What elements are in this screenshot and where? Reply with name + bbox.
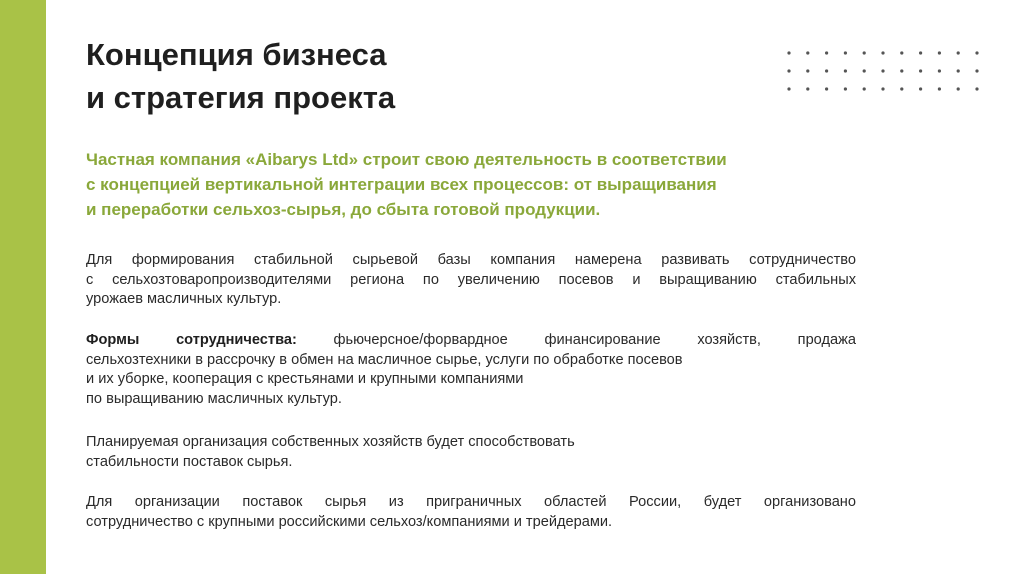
decorative-dot (881, 69, 884, 72)
lead-line-3: и переработки сельхоз-сырья, до сбыта готовой продукции. (86, 200, 601, 219)
accent-sidebar-bar (0, 0, 46, 574)
cooperation-forms-label: Формы сотрудничества: (86, 332, 297, 348)
paragraph-cooperation-forms (86, 331, 856, 409)
decorative-dot (806, 87, 809, 90)
decorative-dot (863, 69, 866, 72)
decorative-dot (863, 51, 866, 54)
decorative-dot (919, 69, 922, 72)
paragraph2-line-1 (86, 331, 856, 351)
paragraph3-line-2: стабильности поставок сырья. (86, 453, 293, 470)
decorative-dot (900, 87, 903, 90)
decorative-dot (975, 87, 978, 90)
decorative-dot (825, 51, 828, 54)
title-line-1: Концепция бизнеса (86, 37, 387, 72)
paragraph1-line-1: Для формирования стабильной сырьевой базы компания намерена развивать сотрудничество (86, 252, 856, 268)
decorative-dot (957, 51, 960, 54)
paragraph2-line-2: сельхозтехники в рассрочку в обмен на масличное сырье, услуги по обработке посевов (86, 351, 683, 368)
decorative-dot (787, 87, 790, 90)
lead-line-1: Частная компания «Aibarys Ltd» строит свою деятельность в соответствии (86, 150, 727, 169)
decorative-dot (806, 51, 809, 54)
decorative-dot (787, 51, 790, 54)
decorative-dot (806, 69, 809, 72)
decorative-dot (975, 51, 978, 54)
decorative-dot (825, 69, 828, 72)
decorative-dot (881, 51, 884, 54)
decorative-dot (844, 87, 847, 90)
paragraph-raw-material-base (86, 251, 856, 310)
decorative-dot (938, 51, 941, 54)
paragraph2-line-1-rest: фьючерсное/форвардное финансирование хозяйств, продажа (333, 332, 856, 348)
decorative-dot (975, 69, 978, 72)
paragraph-own-farms (86, 433, 856, 472)
title-line-2: и стратегия проекта (86, 80, 396, 115)
decorative-dot (787, 69, 790, 72)
decorative-dot (919, 87, 922, 90)
paragraph2-line-4: по выращиванию масличных культур. (86, 390, 342, 407)
paragraph3-line-1: Планируемая организация собственных хозяйств будет способствовать (86, 434, 575, 450)
paragraph4-line-2: сотрудничество с крупными российскими сельхоз/компаниями и трейдерами. (86, 513, 613, 530)
decorative-dot (900, 69, 903, 72)
decorative-dot (938, 87, 941, 90)
paragraph-russia-supply (86, 493, 856, 532)
decorative-dot (844, 51, 847, 54)
decorative-dot (881, 87, 884, 90)
paragraph4-line-1: Для организации поставок сырья из приграничных областей России, будет организовано (86, 494, 856, 510)
decorative-dot-grid (786, 50, 982, 92)
paragraph1-line-3: урожаев масличных культур. (86, 291, 282, 307)
decorative-dot (844, 69, 847, 72)
paragraph2-line-3: и их уборке, кооперация с крестьянами и крупными компаниями (86, 371, 524, 387)
page-title (86, 33, 395, 119)
decorative-dot (957, 87, 960, 90)
lead-line-2: с концепцией вертикальной интеграции всех процессов: от выращивания (86, 175, 717, 194)
paragraph1-line-2: с сельхозтоваропроизводителями региона по увеличению посевов и выращиванию стабильных (86, 271, 856, 288)
decorative-dot (957, 69, 960, 72)
decorative-dot (900, 51, 903, 54)
decorative-dot (863, 87, 866, 90)
decorative-dot (825, 87, 828, 90)
decorative-dot (938, 69, 941, 72)
decorative-dot (919, 51, 922, 54)
lead-statement (86, 147, 866, 222)
